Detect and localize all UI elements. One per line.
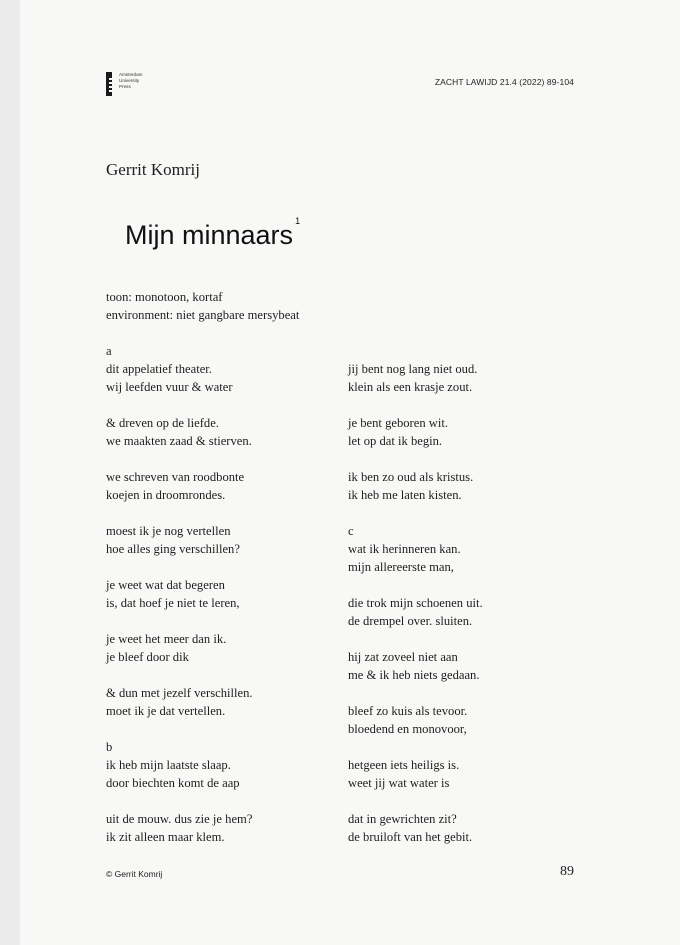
poem-line: we maakten zaad & stierven. [106, 434, 252, 448]
poem-line: & dreven op de liefde. [106, 416, 219, 430]
stanza-break [348, 576, 483, 594]
poem-line: ik heb mijn laatste slaap. [106, 758, 231, 772]
poem-right-column [348, 360, 483, 846]
poem-line: & dun met jezelf verschillen. [106, 686, 253, 700]
stanza-break [348, 504, 483, 522]
journal-reference: ZACHT LAWIJD 21.4 (2022) 89-104 [434, 77, 574, 87]
stanza-break [348, 630, 483, 648]
stanza-break [348, 450, 483, 468]
meta-toon: toon: monotoon, kortaf [106, 290, 223, 304]
poem-line: c [348, 524, 354, 538]
poem-line: je bent geboren wit. [348, 416, 449, 430]
poem-line: hetgeen iets heiligs is. [348, 758, 460, 772]
stanza-break [348, 396, 483, 414]
stanza-break [106, 450, 253, 468]
poem-line: let op dat ik begin. [348, 434, 443, 448]
poem-meta [106, 288, 299, 324]
poem-line: wij leefden vuur & water [106, 380, 233, 394]
page-number: 89 [560, 864, 574, 879]
author-name: Gerrit Komrij [106, 160, 200, 179]
logo-line: University [119, 78, 140, 83]
poem-line: ik ben zo oud als kristus. [348, 470, 474, 484]
poem-line: uit de mouw. dus zie je hem? [106, 812, 253, 826]
poem-line: a [106, 344, 112, 358]
logo-line: Press [119, 84, 131, 89]
poem-line: hoe alles ging verschillen? [106, 542, 240, 556]
poem-line: door biechten komt de aap [106, 776, 240, 790]
poem-line: bloedend en monovoor, [348, 722, 467, 736]
poem-line: ik heb me laten kisten. [348, 488, 462, 502]
stanza-break [106, 396, 253, 414]
publisher-logo [106, 72, 143, 96]
poem-line: je weet het meer dan ik. [106, 632, 227, 646]
poem-line: de drempel over. sluiten. [348, 614, 473, 628]
poem-line: dit appelatief theater. [106, 362, 212, 376]
poem-line: hij zat zoveel niet aan [348, 650, 458, 664]
stanza-break [106, 612, 253, 630]
publisher-logo-icon [106, 72, 112, 96]
stanza-break [106, 558, 253, 576]
poem-line: je bleef door dik [106, 650, 189, 664]
copyright-notice: © Gerrit Komrij [106, 869, 163, 879]
stanza-break [348, 684, 483, 702]
stanza-break [106, 666, 253, 684]
stanza-break [348, 738, 483, 756]
stanza-break [106, 792, 253, 810]
poem-line: de bruiloft van het gebit. [348, 830, 473, 844]
logo-line: Amsterdam [119, 72, 143, 77]
poem-line: bleef zo kuis als tevoor. [348, 704, 468, 718]
poem-line: koejen in droomrondes. [106, 488, 226, 502]
poem-line: mijn allereerste man, [348, 560, 454, 574]
stanza-break [348, 792, 483, 810]
poem-line: moet ik je dat vertellen. [106, 704, 226, 718]
poem-line: dat in gewrichten zit? [348, 812, 457, 826]
poem-line: die trok mijn schoenen uit. [348, 596, 483, 610]
page [20, 0, 680, 945]
poem-line: we schreven van roodbonte [106, 470, 245, 484]
meta-environment: environment: niet gangbare mersybeat [106, 308, 300, 322]
stanza-break [106, 720, 253, 738]
poem-line: is, dat hoef je niet te leren, [106, 596, 240, 610]
poem-line: weet jij wat water is [348, 776, 450, 790]
poem-title [125, 216, 301, 251]
publisher-logo-text [119, 72, 143, 90]
poem-left-column [106, 342, 253, 846]
poem-line: b [106, 740, 113, 754]
poem-line: me & ik heb niets gedaan. [348, 668, 480, 682]
footnote-marker: 1 [295, 216, 301, 226]
poem-line: moest ik je nog vertellen [106, 524, 231, 538]
poem-line: ik zit alleen maar klem. [106, 830, 225, 844]
poem-title-text: Mijn minnaars [125, 220, 294, 250]
poem-line: je weet wat dat begeren [106, 578, 225, 592]
poem-line: wat ik herinneren kan. [348, 542, 461, 556]
stanza-break [106, 504, 253, 522]
poem-line: jij bent nog lang niet oud. [348, 362, 478, 376]
poem-line: klein als een krasje zout. [348, 380, 473, 394]
